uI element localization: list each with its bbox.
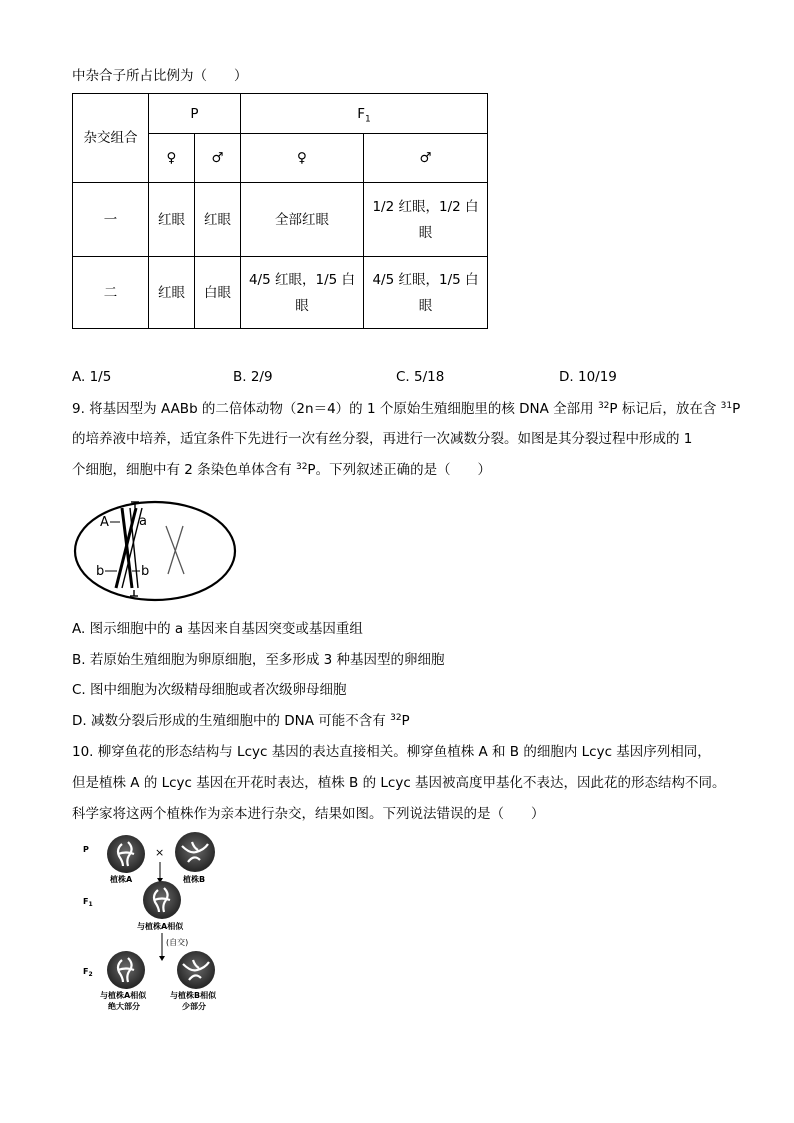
f1-male-symbol: ♂ <box>364 134 488 183</box>
flower-f1 <box>143 881 181 919</box>
svg-text:F2: $F_2$ <box>83 967 93 978</box>
label-f2-a-amount: 绝大部分 <box>108 1002 140 1011</box>
q9-option-b: B. 若原始生殖细胞为卵原细胞，至多形成 3 种基因型的卵细胞 <box>72 652 445 668</box>
row1-f1-male: 1/2 红眼，1/2 白 眼 <box>364 183 488 257</box>
flower-plant-a <box>107 835 145 873</box>
label-f1-desc: 与植株A相似 <box>137 922 184 931</box>
label-selfing: (自交) <box>166 938 189 947</box>
q10-line-1: 10. 柳穿鱼花的形态结构与 Lcyc 基因的表达直接相关。柳穿鱼植株 A 和 B 的细胞内 Lcyc 基因序列相同， <box>72 744 711 760</box>
flower-cross-figure <box>78 832 258 1014</box>
label-f2-b-amount: 少部分 <box>182 1002 206 1011</box>
q9-option-c: C. 图中细胞为次级精母细胞或者次级卵母细胞 <box>72 682 347 698</box>
cross-table <box>72 93 488 329</box>
q10-line-3: 科学家将这两个植株作为亲本进行杂交，结果如图。下列说法错误的是（ ） <box>72 806 545 822</box>
gene-label-A: A <box>100 515 109 530</box>
label-f2-a-desc: 与植株A相似 <box>100 991 147 1000</box>
flower-f2-b <box>177 951 215 989</box>
row2-f1-male: 4/5 红眼，1/5 白 眼 <box>364 257 488 329</box>
q8-option-d: D. 10/19 <box>559 369 617 385</box>
row1-p-male: 红眼 <box>195 183 241 257</box>
q8-lead: 中杂合子所占比例为（ ） <box>72 68 248 84</box>
row1-f1-female: 全部红眼 <box>241 183 364 257</box>
label-f2: F <box>83 967 89 976</box>
table-row <box>73 257 488 329</box>
q9-line-2: 的培养液中培养，适宜条件下先进行一次有丝分裂，再进行一次减数分裂。如图是其分裂过程中形成的 1 <box>72 431 693 447</box>
gene-label-b-right: b <box>141 564 150 579</box>
p-female-symbol: ♀ <box>149 134 195 183</box>
q8-option-c: C. 5/18 <box>396 369 445 385</box>
row2-p-female: 红眼 <box>149 257 195 329</box>
cross-symbol: × <box>155 846 165 859</box>
label-f2-b-desc: 与植株B相似 <box>170 991 217 1000</box>
table-header-p: P <box>149 94 241 134</box>
gene-label-a: a <box>139 514 147 529</box>
row2-p-male: 白眼 <box>195 257 241 329</box>
row1-group: 一 <box>73 183 149 257</box>
table-corner: 杂交组合 <box>73 94 149 183</box>
flower-plant-b <box>175 832 215 872</box>
label-plant-b: 植株B <box>183 875 206 884</box>
q10-line-2: 但是植株 A 的 Lcyc 基因在开花时表达，植株 B 的 Lcyc 基因被高度甲基化不表达，因此花的形态结构不同。 <box>72 775 726 791</box>
q9-option-d: D. 减数分裂后形成的生殖细胞中的 DNA 可能不含有 $^{32}$P <box>72 713 410 729</box>
svg-text:F1: $F_1$ <box>83 897 93 908</box>
f1-female-symbol: ♀ <box>241 134 364 183</box>
cell-membrane <box>75 502 235 600</box>
table-row <box>73 183 488 257</box>
cell-figure <box>72 494 238 606</box>
row1-p-female: 红眼 <box>149 183 195 257</box>
q8-option-a: A. 1/5 <box>72 369 112 385</box>
q9-line-1: 9. 将基因型为 AABb 的二倍体动物（2n＝4）的 1 个原始生殖细胞里的核 DNA 全部用 $^{32}$P 标记后，放在含 $^{31}$P <box>72 401 741 417</box>
label-f1: F <box>83 897 89 906</box>
label-plant-a: 植株A <box>110 875 133 884</box>
row2-group: 二 <box>73 257 149 329</box>
chromatid-right-dark <box>116 508 136 588</box>
flower-f2-a <box>107 951 145 989</box>
label-p: P <box>83 845 89 854</box>
q9-option-a: A. 图示细胞中的 a 基因来自基因突变或基因重组 <box>72 621 363 637</box>
p-male-symbol: ♂ <box>195 134 241 183</box>
q9-line-3: 个细胞，细胞中有 2 条染色单体含有 $^{32}$P。下列叙述正确的是（ ） <box>72 462 492 478</box>
row2-f1-female: 4/5 红眼，1/5 白 眼 <box>241 257 364 329</box>
q8-option-b: B. 2/9 <box>233 369 273 385</box>
table-header-f1: $F_1$ <box>241 94 488 134</box>
gene-label-b-left: b <box>96 564 105 579</box>
